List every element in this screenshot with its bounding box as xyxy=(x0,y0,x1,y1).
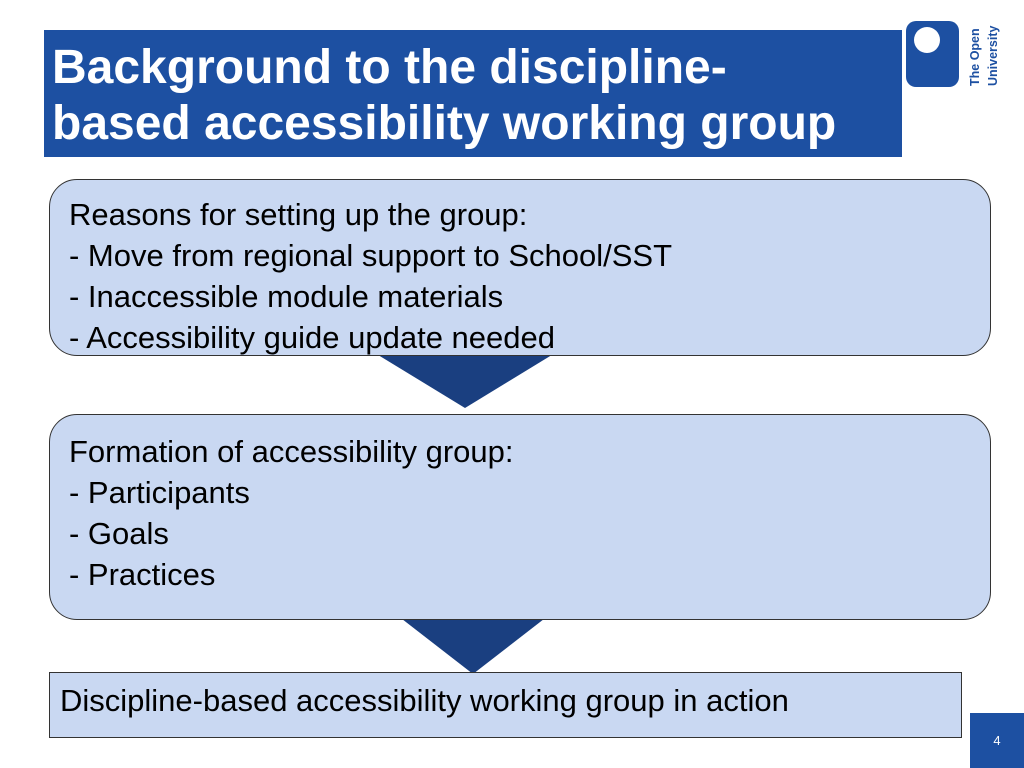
formation-heading: Formation of accessibility group: xyxy=(69,434,514,469)
title-line-2: based accessibility working group xyxy=(52,97,837,150)
action-box xyxy=(49,672,962,738)
formation-item: - Practices xyxy=(69,557,216,592)
reasons-item: - Move from regional support to School/SST xyxy=(69,238,673,273)
formation-item: - Goals xyxy=(69,516,169,551)
page-number: 4 xyxy=(970,713,1024,768)
reasons-item: - Accessibility guide update needed xyxy=(69,320,555,355)
title-line-1: Background to the discipline- xyxy=(52,41,727,94)
logo-circle-shape xyxy=(914,27,940,53)
logo-word-line-2: University xyxy=(986,25,1000,86)
reasons-heading: Reasons for setting up the group: xyxy=(69,197,528,232)
title-bar xyxy=(44,30,902,157)
formation-box xyxy=(49,414,991,620)
action-text: Discipline-based accessibility working group in action xyxy=(60,683,789,718)
down-arrow-2 xyxy=(393,612,553,674)
logo-word-line-1: The Open xyxy=(968,28,982,86)
reasons-box xyxy=(49,179,991,356)
logo-wordmark xyxy=(966,20,1004,90)
reasons-item: - Inaccessible module materials xyxy=(69,279,504,314)
formation-item: - Participants xyxy=(69,475,250,510)
down-arrow-1 xyxy=(370,350,560,410)
